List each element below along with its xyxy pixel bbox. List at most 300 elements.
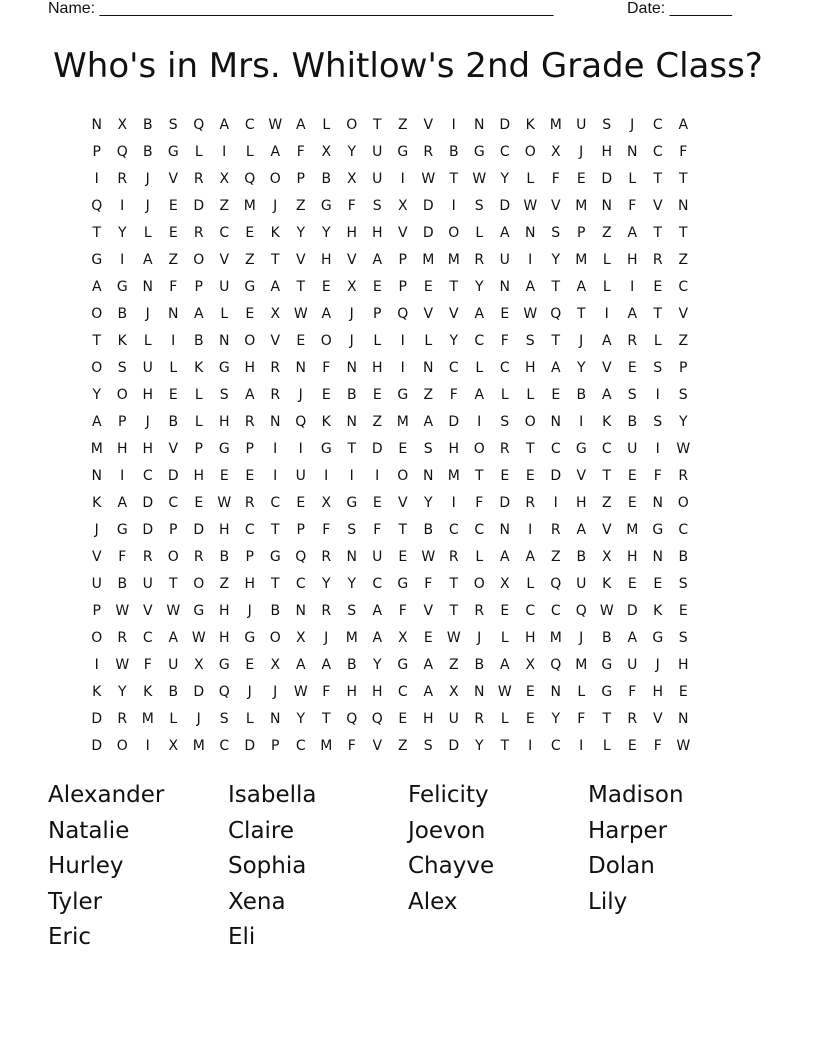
grid-letter: O [244, 333, 256, 349]
grid-letter: C [244, 117, 255, 133]
grid-letter: E [627, 576, 637, 592]
grid-letter: W [472, 171, 487, 187]
grid-letter: D [499, 495, 511, 511]
grid-letter: I [604, 306, 609, 322]
grid-letter: G [116, 522, 128, 538]
grid-letter: R [117, 171, 128, 187]
grid-letter: Y [423, 495, 433, 511]
grid-letter: I [528, 252, 533, 268]
grid-letter: E [168, 198, 178, 214]
date-field-label: Date: _______ [627, 0, 732, 17]
grid-letter: I [451, 198, 456, 214]
grid-letter: X [397, 630, 408, 646]
grid-letter: W [293, 306, 308, 322]
grid-letter: M [549, 630, 562, 646]
grid-letter: M [575, 252, 588, 268]
grid-letter: J [579, 333, 584, 349]
grid-letter: E [423, 279, 433, 295]
grid-letter: P [577, 225, 586, 241]
grid-letter: X [219, 171, 230, 187]
grid-letter: E [398, 441, 408, 457]
grid-row [84, 545, 732, 572]
word-list-item: Joevon [408, 817, 486, 844]
grid-letter: G [473, 144, 485, 160]
grid-letter: A [601, 387, 612, 403]
grid-letter: D [167, 468, 179, 484]
grid-row [84, 167, 732, 194]
grid-letter: W [268, 117, 283, 133]
grid-letter: A [525, 279, 536, 295]
grid-letter: O [269, 171, 281, 187]
grid-letter: Q [371, 711, 383, 727]
grid-letter: U [576, 576, 587, 592]
grid-letter: U [627, 657, 638, 673]
grid-letter: E [321, 387, 331, 403]
grid-letter: X [346, 279, 357, 295]
grid-letter: V [397, 495, 408, 511]
grid-letter: E [296, 333, 306, 349]
grid-letter: E [321, 279, 331, 295]
grid-letter: C [474, 522, 485, 538]
grid-letter: P [679, 360, 688, 376]
grid-letter: C [397, 684, 408, 700]
grid-letter: T [602, 468, 612, 484]
grid-letter: T [270, 522, 280, 538]
grid-letter: U [91, 576, 102, 592]
grid-letter: T [551, 279, 561, 295]
grid-letter: H [575, 495, 587, 511]
grid-letter: X [295, 630, 306, 646]
grid-letter: U [372, 549, 383, 565]
grid-letter: E [245, 225, 255, 241]
grid-letter: G [269, 549, 281, 565]
grid-letter: T [653, 306, 663, 322]
grid-letter: H [142, 441, 154, 457]
grid-letter: T [449, 279, 459, 295]
grid-letter: C [678, 279, 689, 295]
grid-letter: Z [678, 252, 689, 268]
grid-letter: A [372, 630, 383, 646]
grid-letter: L [169, 360, 178, 376]
grid-letter: C [550, 603, 561, 619]
grid-letter: I [477, 414, 482, 430]
grid-letter: L [245, 144, 254, 160]
grid-letter: J [247, 684, 252, 700]
grid-letter: C [474, 333, 485, 349]
grid-letter: I [579, 738, 584, 754]
grid-letter: O [269, 630, 281, 646]
grid-letter: F [653, 738, 662, 754]
grid-letter: D [422, 225, 434, 241]
grid-letter: M [320, 738, 333, 754]
grid-letter: N [346, 414, 357, 430]
grid-letter: L [194, 414, 203, 430]
grid-letter: O [346, 117, 358, 133]
grid-letter: S [678, 387, 688, 403]
grid-letter: U [295, 468, 306, 484]
grid-letter: R [448, 549, 459, 565]
grid-letter: L [526, 387, 535, 403]
grid-letter: D [193, 522, 205, 538]
grid-letter: X [448, 684, 459, 700]
grid-letter: T [449, 576, 459, 592]
grid-letter: U [168, 657, 179, 673]
grid-letter: S [602, 117, 612, 133]
grid-letter: N [652, 495, 663, 511]
grid-letter: P [398, 252, 407, 268]
grid-letter: C [448, 522, 459, 538]
grid-letter: S [525, 333, 535, 349]
grid-letter: R [627, 711, 638, 727]
grid-letter: L [220, 306, 229, 322]
grid-letter: P [92, 144, 101, 160]
grid-letter: D [244, 738, 256, 754]
grid-letter: U [372, 144, 383, 160]
grid-row [84, 437, 732, 464]
grid-letter: R [652, 252, 663, 268]
grid-letter: G [167, 144, 179, 160]
grid-letter: W [421, 171, 436, 187]
grid-letter: C [448, 360, 459, 376]
grid-letter: H [116, 441, 128, 457]
grid-letter: Z [448, 657, 459, 673]
grid-letter: V [550, 198, 561, 214]
grid-letter: O [193, 252, 205, 268]
grid-letter: N [270, 711, 281, 727]
grid-letter: I [349, 468, 354, 484]
grid-letter: M [396, 414, 409, 430]
grid-letter: C [499, 144, 510, 160]
grid-letter: A [168, 630, 179, 646]
grid-letter: G [575, 441, 587, 457]
grid-letter: J [579, 144, 584, 160]
grid-letter: T [602, 711, 612, 727]
word-list-item: Dolan [588, 853, 655, 879]
grid-letter: V [601, 360, 612, 376]
grid-letter: V [142, 603, 153, 619]
grid-letter: E [525, 468, 535, 484]
grid-letter: I [145, 738, 150, 754]
grid-letter: S [219, 711, 229, 727]
grid-letter: E [500, 603, 510, 619]
grid-letter: L [653, 333, 662, 349]
grid-letter: O [473, 441, 485, 457]
grid-row [84, 356, 732, 383]
grid-letter: A [627, 306, 638, 322]
grid-letter: U [499, 252, 510, 268]
grid-letter: T [449, 171, 459, 187]
grid-row [84, 626, 732, 653]
grid-letter: B [168, 414, 179, 430]
grid-letter: K [321, 414, 331, 430]
grid-letter: V [397, 225, 408, 241]
grid-letter: Y [372, 657, 382, 673]
grid-letter: A [142, 252, 153, 268]
grid-letter: G [244, 279, 256, 295]
grid-letter: Q [91, 198, 103, 214]
grid-letter: J [477, 630, 482, 646]
grid-letter: S [653, 414, 663, 430]
grid-letter: K [194, 360, 204, 376]
grid-letter: B [117, 306, 128, 322]
grid-letter: D [448, 414, 460, 430]
grid-letter: Z [550, 549, 561, 565]
grid-letter: Q [295, 414, 307, 430]
grid-letter: G [218, 360, 230, 376]
grid-letter: E [525, 684, 535, 700]
grid-letter: F [347, 198, 356, 214]
grid-letter: H [320, 252, 332, 268]
grid-letter: I [120, 468, 125, 484]
grid-letter: G [116, 279, 128, 295]
grid-letter: T [500, 738, 510, 754]
grid-letter: I [273, 441, 278, 457]
grid-letter: N [91, 468, 102, 484]
grid-letter: C [652, 144, 663, 160]
grid-letter: Z [601, 495, 612, 511]
grid-letter: H [677, 657, 689, 673]
grid-letter: Z [678, 333, 689, 349]
grid-letter: I [579, 414, 584, 430]
grid-letter: E [525, 711, 535, 727]
grid-letter: M [549, 117, 562, 133]
grid-row [84, 464, 732, 491]
grid-row [84, 572, 732, 599]
grid-letter: L [500, 630, 509, 646]
grid-letter: W [115, 603, 130, 619]
grid-letter: J [145, 306, 150, 322]
grid-letter: M [447, 468, 460, 484]
grid-letter: L [475, 549, 484, 565]
grid-letter: P [194, 279, 203, 295]
grid-letter: X [525, 657, 536, 673]
grid-letter: H [524, 360, 536, 376]
grid-letter: O [524, 144, 536, 160]
grid-row [84, 653, 732, 680]
grid-letter: B [601, 630, 612, 646]
grid-letter: D [91, 711, 103, 727]
grid-letter: A [525, 549, 536, 565]
grid-letter: E [627, 360, 637, 376]
grid-letter: P [296, 522, 305, 538]
grid-letter: A [270, 279, 281, 295]
grid-letter: A [423, 684, 434, 700]
grid-row [84, 707, 732, 734]
grid-letter: H [218, 522, 230, 538]
grid-letter: V [423, 306, 434, 322]
grid-letter: P [92, 603, 101, 619]
grid-letter: V [219, 252, 230, 268]
grid-letter: A [423, 414, 434, 430]
grid-letter: H [218, 630, 230, 646]
grid-letter: L [194, 387, 203, 403]
grid-letter: G [320, 198, 332, 214]
grid-letter: I [630, 279, 635, 295]
grid-letter: Z [372, 414, 383, 430]
grid-letter: N [499, 279, 510, 295]
grid-letter: X [346, 171, 357, 187]
grid-letter: P [398, 279, 407, 295]
grid-letter: S [551, 225, 561, 241]
grid-letter: R [474, 711, 485, 727]
grid-letter: H [626, 252, 638, 268]
grid-letter: L [602, 738, 611, 754]
grid-letter: C [142, 630, 153, 646]
grid-letter: X [550, 144, 561, 160]
grid-letter: X [321, 495, 332, 511]
grid-letter: E [653, 576, 663, 592]
grid-letter: G [346, 495, 358, 511]
grid-letter: P [169, 522, 178, 538]
grid-letter: Z [168, 252, 179, 268]
header-line [48, 0, 748, 21]
grid-letter: Z [397, 117, 408, 133]
grid-letter: Y [117, 684, 127, 700]
grid-row [84, 680, 732, 707]
grid-letter: E [245, 306, 255, 322]
grid-letter: E [423, 630, 433, 646]
grid-letter: T [296, 279, 306, 295]
grid-letter: O [320, 333, 332, 349]
grid-letter: L [475, 225, 484, 241]
grid-letter: G [397, 657, 409, 673]
grid-letter: E [398, 549, 408, 565]
grid-letter: N [499, 522, 510, 538]
grid-letter: W [523, 306, 538, 322]
grid-letter: W [166, 603, 181, 619]
grid-letter: F [628, 684, 637, 700]
grid-row [84, 140, 732, 167]
grid-letter: X [321, 144, 332, 160]
grid-letter: E [398, 711, 408, 727]
grid-row [84, 599, 732, 626]
grid-letter: N [142, 279, 153, 295]
grid-letter: H [448, 441, 460, 457]
grid-letter: Y [347, 144, 357, 160]
grid-letter: J [655, 657, 660, 673]
grid-letter: R [244, 414, 255, 430]
grid-letter: O [677, 495, 689, 511]
grid-letter: E [653, 279, 663, 295]
grid-letter: J [145, 414, 150, 430]
grid-row [84, 275, 732, 302]
grid-letter: T [168, 576, 178, 592]
grid-letter: I [400, 171, 405, 187]
grid-letter: N [91, 117, 102, 133]
grid-letter: V [576, 468, 587, 484]
grid-letter: N [550, 684, 561, 700]
grid-letter: B [142, 117, 153, 133]
grid-letter: C [499, 360, 510, 376]
grid-letter: X [193, 657, 204, 673]
grid-letter: B [474, 657, 485, 673]
grid-letter: I [120, 252, 125, 268]
grid-letter: A [499, 225, 510, 241]
word-list-item: Eli [228, 924, 256, 950]
grid-letter: Z [397, 738, 408, 754]
grid-letter: T [653, 225, 663, 241]
grid-letter: T [525, 441, 535, 457]
grid-letter: W [599, 603, 614, 619]
grid-letter: L [602, 252, 611, 268]
grid-letter: Y [500, 171, 510, 187]
grid-letter: E [551, 387, 561, 403]
grid-letter: P [194, 441, 203, 457]
grid-letter: M [192, 738, 205, 754]
grid-letter: W [217, 495, 232, 511]
grid-letter: Q [218, 684, 230, 700]
grid-letter: F [653, 468, 662, 484]
grid-letter: X [117, 117, 128, 133]
word-list-item: Sophia [228, 853, 307, 879]
grid-letter: A [321, 657, 332, 673]
grid-letter: D [499, 117, 511, 133]
grid-letter: F [424, 576, 433, 592]
grid-letter: Y [474, 738, 484, 754]
grid-letter: B [219, 549, 230, 565]
grid-letter: O [448, 225, 460, 241]
grid-letter: T [653, 171, 663, 187]
grid-letter: F [322, 360, 331, 376]
grid-row [84, 302, 732, 329]
grid-letter: J [298, 387, 303, 403]
grid-letter: D [91, 738, 103, 754]
grid-letter: V [295, 252, 306, 268]
grid-letter: Q [550, 657, 562, 673]
grid-letter: I [655, 387, 660, 403]
grid-letter: C [219, 738, 230, 754]
grid-letter: F [118, 549, 127, 565]
grid-letter: R [423, 144, 434, 160]
grid-letter: S [653, 360, 663, 376]
grid-letter: N [270, 414, 281, 430]
grid-letter: R [474, 252, 485, 268]
grid-letter: I [528, 522, 533, 538]
grid-letter: B [270, 603, 281, 619]
grid-row [84, 518, 732, 545]
grid-letter: T [321, 711, 331, 727]
grid-letter: V [168, 171, 179, 187]
grid-letter: N [295, 603, 306, 619]
grid-letter: Y [321, 576, 331, 592]
grid-letter: Y [551, 252, 561, 268]
grid-letter: K [143, 684, 153, 700]
grid-letter: Q [550, 306, 562, 322]
grid-letter: U [576, 117, 587, 133]
grid-letter: N [168, 306, 179, 322]
grid-letter: I [324, 468, 329, 484]
grid-letter: S [678, 576, 688, 592]
grid-letter: S [678, 630, 688, 646]
grid-letter: O [193, 576, 205, 592]
grid-letter: O [397, 468, 409, 484]
grid-letter: T [576, 306, 586, 322]
letter-grid [84, 113, 732, 761]
grid-letter: J [273, 684, 278, 700]
grid-letter: G [193, 603, 205, 619]
grid-letter: I [171, 333, 176, 349]
grid-letter: J [349, 333, 354, 349]
grid-letter: M [626, 522, 639, 538]
grid-letter: N [678, 711, 689, 727]
grid-letter: W [523, 198, 538, 214]
grid-letter: C [219, 225, 230, 241]
word-list-item: Lily [588, 888, 628, 915]
word-list-item: Isabella [228, 782, 317, 808]
grid-letter: J [324, 630, 329, 646]
grid-letter: G [397, 576, 409, 592]
grid-letter: N [423, 360, 434, 376]
